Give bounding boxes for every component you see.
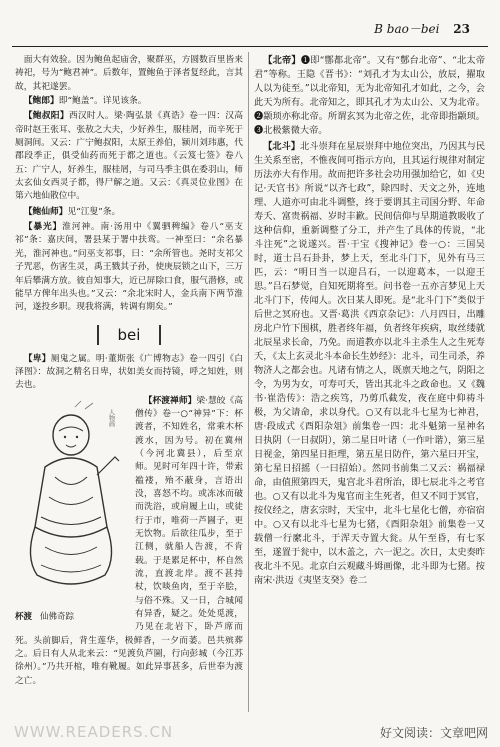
right-column	[254, 54, 485, 590]
entry-body: 淮河神。南·汤用中《翼驷稗编》卷八“巫支祁”条：嘉庆间，署县某于署中扶鸾。一神至曰：“余名暴光，淮河神也。”问巫支祁事，曰：“余所管也。尧时支祁父子咒恶，伤害生灵，禹王戮其子孙，使庚辰锁之山下，三万年后攀满方放。彼自知事大，近已屏除口食，服气潜修，或能早方俾年出头也。”又云：“余北宋时人，金兵南下两节淮河，遂投乡职。现我将满，转调有期矣。”	[15, 222, 243, 313]
entry-body: 厕鬼之属。明·董斯张《广博物志》卷一四引《白泽图》：故洞之精名日卑，状如美女而持镜，呼之知姓，则去也。	[15, 353, 243, 391]
page-number: 23	[453, 22, 470, 36]
continued-paragraph: 面大有效验。因为鲍鱼起庙舍，聚群巫，方圆数百里皆来祷祀，号为“鲍君神”。后数年，置鲍鱼于泽者复经此，言其故，其祀遂罢。	[15, 55, 243, 92]
entry-body: 西汉时人。梁·陶弘景《真诰》卷一四：汉高帝时赵王张耳、张敖之大夫，少好养生，服桂屑，而辛死于厕洞间。又云：广宁鲍叔阳，太原王养伯，颍川刘玮惠，代郡段季正，俱受仙药而死于都之道也。《云笈七签》卷八五：广宁人，好养生，服桂屑，与司马季主俱在委羽山，师太玄仙女西灵子都，得尸解之道。又云：《真灵位业图》在第六地仙散位中。	[15, 111, 243, 202]
dict-entry	[15, 353, 243, 393]
section-header-text: bei	[117, 325, 141, 344]
dict-entry	[15, 221, 243, 314]
dict-entry	[15, 110, 243, 203]
footer-watermark: 好文阅读：文章吧网	[379, 726, 488, 740]
illustration-figure	[15, 397, 127, 627]
column-divider	[248, 52, 249, 712]
dict-entry	[15, 206, 243, 219]
left-column	[15, 54, 243, 690]
entry-headword: 【鲍叔阳】	[23, 111, 69, 122]
entry-headword: 【北斗】	[263, 141, 301, 152]
entry-headword: 【鲍郎】	[23, 96, 59, 107]
entry-body: 见“江叟”条。	[67, 206, 121, 217]
entry-headword: 【卑】	[23, 353, 51, 364]
dict-entry	[254, 54, 485, 138]
site-watermark: WWW.READERS.CN	[14, 723, 174, 741]
running-header	[12, 20, 488, 42]
header-pronunciation: B bao－bei	[374, 22, 440, 36]
entry-body: 即“鲍盖”。详见该条。	[58, 96, 147, 107]
entry-headword: 【暴光】	[23, 222, 63, 233]
entry-headword: 【北帝】	[263, 55, 301, 66]
monk-illustration	[15, 397, 127, 605]
svg-text:人物画: 人物画	[107, 408, 115, 427]
figure-caption-name: 杯渡	[15, 612, 33, 623]
entry-body: 梁·慧皎《高僧传》卷一○“神异”下：杯渡者，不知姓名，常乘木杯渡水，因为号。初在冀州（今河北冀县），后至京师。见时可年四十许，带索褴褛，殆不蔽身，言语出没，喜怒不均。或冻冰而破而洗浴，或肩履上山，或徒行于市，唯荷一芦圌子，更无饮物。后欲往瓜步，至于江侧，就船人告渡，不肯载。于是累足杯中，杯自然流，直渡北岸。渡不甚持杖，饮啖鱼肉，至于辛脍，与俗不殊。又一日，合城闻有异香，疑之。处处觅渡，乃见在北岩下，卧芦席而死。头前脚后，背生莲华，极鲜香，一夕而萎。邑共殡葬之。后日有人从北来云：“见渡负芦圌，行向彭城（今江苏徐州）。”乃共开棺，唯有靴履。如此异事甚多，后世奉为渡之亡。	[15, 395, 243, 686]
entry-body: 北斗崇拜在星辰崇拜中地位突出，乃因其与民生关系至密，不惟夜间可指示方向，且其运行规律对制定历法亦大有作用。故而把许多社会功用强加给它，如《史记·天官书》所说“以齐七政”，除四时、天文之外，连地理、人道亦可由北斗调整，终于要谓其主司国分野、年命寿夭、富贵祸福、岁时丰歉。民间信仰与早期道教吸收了这种信仰，重新调整了分工，并产生了具体的传说，“北斗注死”之说遂兴。晋·干宝《搜神记》卷一○：三国吴时，道士吕石卦卦，梦上天，至北斗门下，见外有马三匹，云：“明日当一以迎吕石，一以迎葛本，一以迎王思。”吕石梦觉，自知死期将至。问书卷一五亦言梦见上天北斗门下，传闻人。次日某人即死。是“北斗门下”类似于后世之冥府也。又晋·葛洪《西京杂记》：八月四日，出雕房北户竹下围棋，胜者终年福，负者终年疾病，取丝缕就北辰星求长命，乃免。而道教亦以北斗主杀生人之生死寿夭，《太上玄灵北斗本命长生妙经》：北斗，司生司杀，养物济人之都会也。凡诸有情之人，既禀天地之气，阴阳之令，为男为女，可寿可夭，皆出其北斗之政命也。又《魏书·崔浩传》：浩之疾笃，乃剪爪截发，夜在庭中仰祷斗极，为父请命，求以身代。○又有以北斗七星为七神君，唐·段成式《酉阳杂俎》前集卷一四：北斗魁第一星神名日执阴（一日叔阴），第二星日叶诸（一作叶谐），第三星日视金，第四星日拒理，第五星日防仵，第六星曰开宝，第七星日招摇（一曰招始）。然同书前集二又云：祸福禄命，由值照第四天，鬼宫北斗君所治，即七辰北斗之考官也。○又有以北斗为鬼官而主生死者，但又不同于冥官，按仪经之，唐玄宗时，天宝中，北斗七星化七僧，亦宿宿中。○又有以北斗七星为七猪，《酉阳杂俎》前集卷一又载僧一行縻北斗，于浑天寺置大瓮。从午至昏，有七豕至，遂置于瓮中，以木盖之，六一泥之。次日，太史奏昨夜北斗不见。北京白云观藏斗姆画像，北斗即为七猪。按南宋·洪迈《夷坚支癸》卷二	[254, 141, 485, 586]
dict-entry	[15, 95, 243, 108]
entry-body: ❶即“鄷都北帝”。又有“鄷台北帝”、“北太帝君”等称。王隐《晋书》：“刘孔才为太山公，放辰，擢取人以为徒至。”以北帝知，无为北帝知孔才如此，之今，会此天为所有。北帝知之，即其孔才为太山公、又为北帝。❷颛顼亦称北帝。所谓玄冥为北帝之佐，北帝即指颛顼。❸北极紫微大帝。	[254, 55, 485, 136]
figure-caption	[15, 611, 127, 624]
figure-caption-source: 仙佛奇踪	[40, 612, 75, 623]
section-header	[97, 325, 161, 345]
header-rule	[12, 46, 488, 47]
entry-headword: 【鲍仙师】	[23, 206, 68, 217]
header-inner	[374, 20, 470, 37]
entry-headword: 【杯渡禅师】	[143, 395, 197, 406]
dict-entry	[254, 140, 485, 588]
